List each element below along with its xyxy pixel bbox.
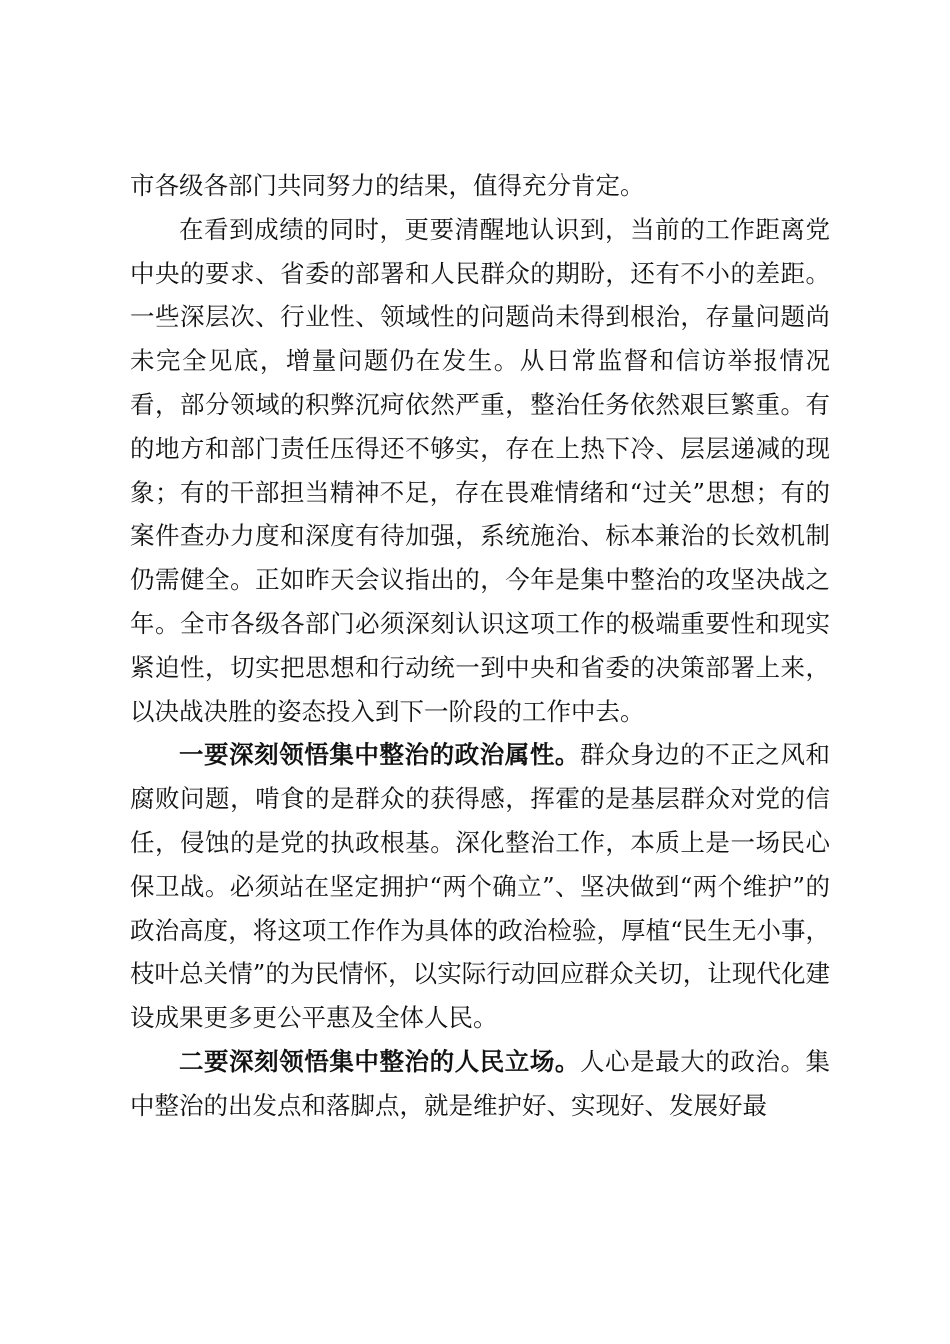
paragraph-1-text: 市各级各部门共同努力的结果，值得充分肯定。 <box>130 171 645 200</box>
paragraph-3-text: 群众身边的不正之风和腐败问题，啃食的是群众的获得感，挥霍的是基层群众对党的信任，侵蚀的是党的执政根基。深化整治工作，本质上是一场民心保卫战。必须站在坚定拥护“两个确立”、坚决做到“两个维护”的政治高度，将这项工作作为具体的政治检验，厚植“民生无小事，枝叶总关情”的为民情怀，以实际行动回应群众关切，让现代化建设成果更多更公平惠及全体人民。 <box>130 740 831 1033</box>
document-page <box>130 164 830 1128</box>
paragraph-3-heading: 一要深刻领悟集中整治的政治属性。 <box>179 740 580 770</box>
paragraph-3 <box>130 733 830 1040</box>
paragraph-4-text: 人心是最大的政治。集中整治的出发点和落脚点，就是维护好、实现好、发展好最 <box>130 1046 831 1120</box>
paragraph-4-heading: 二要深刻领悟集中整治的人民立场。 <box>179 1046 580 1076</box>
paragraph-4 <box>130 1040 830 1128</box>
paragraph-2-text: 在看到成绩的同时，更要清醒地认识到，当前的工作距离党中央的要求、省委的部署和人民群众的期盼，还有不小的差距。一些深层次、行业性、领域性的问题尚未得到根治，存量问题尚未完全见底，增量问题仍在发生。从日常监督和信访举报情况看，部分领域的积弊沉疴依然严重，整治任务依然艰巨繁重。有的地方和部门责任压得还不够实，存在上热下冷、层层递减的现象；有的干部担当精神不足，存在畏难情绪和“过关”思想；有的案件查办力度和深度有待加强，系统施治、标本兼治的长效机制仍需健全。正如昨天会议指出的，今年是集中整治的攻坚决战之年。全市各级各部门必须深刻认识这项工作的极端重要性和现实紧迫性，切实把思想和行动统一到中央和省委的决策部署上来，以决战决胜的姿态投入到下一阶段的工作中去。 <box>130 214 830 726</box>
paragraph-2 <box>130 208 830 734</box>
paragraph-1 <box>130 164 830 208</box>
